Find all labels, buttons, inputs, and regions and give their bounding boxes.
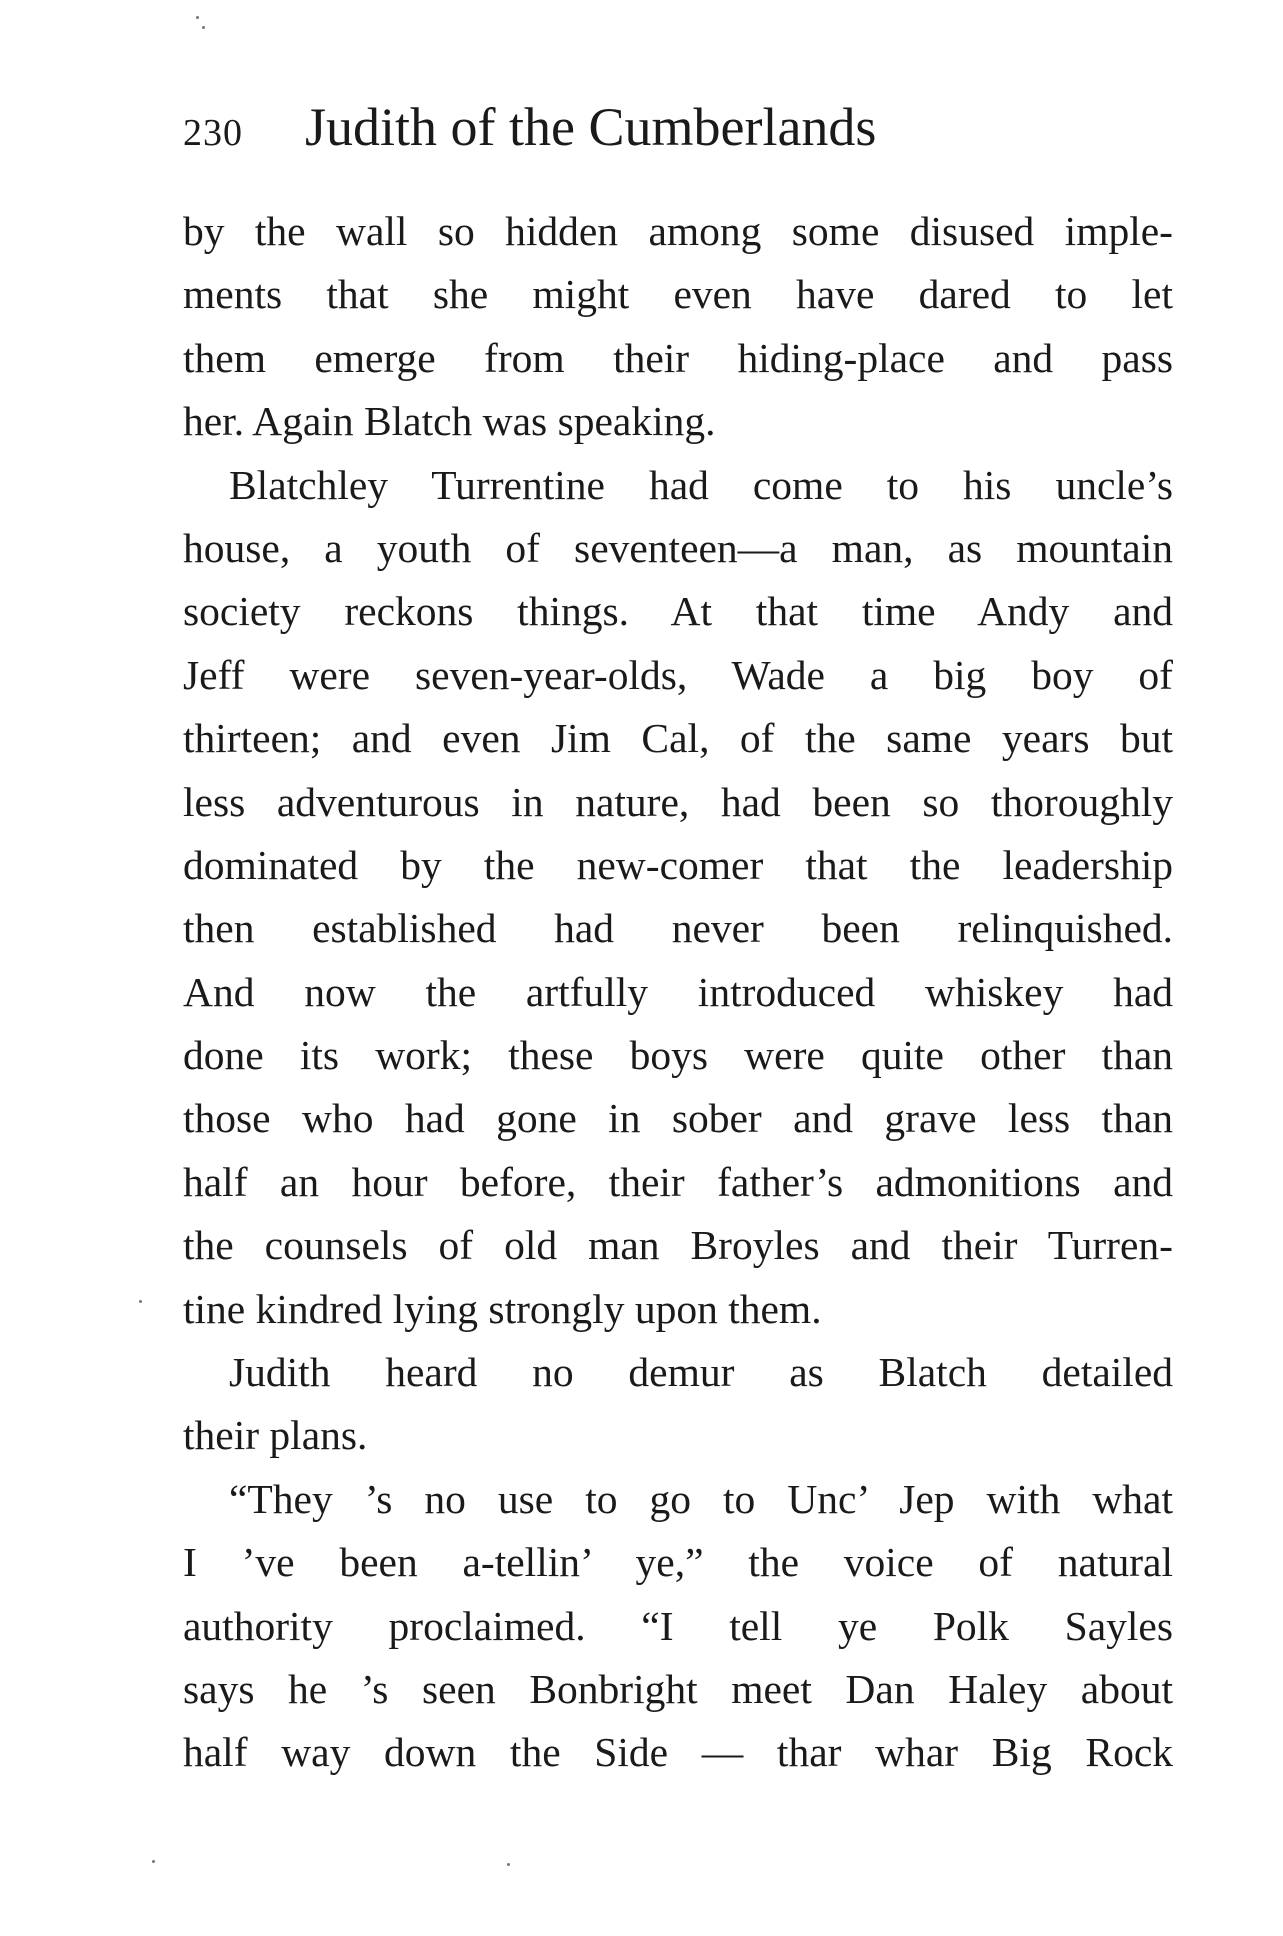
text-line: Judith heard no demur as Blatch detailed <box>229 1349 1173 1396</box>
page-header <box>183 96 1063 166</box>
text-line: done its work; these boys were quite other than <box>183 1032 1173 1079</box>
text-line: I ’ve been a-tellin’ ye,” the voice of natural <box>183 1539 1173 1586</box>
text-line: thirteen; and even Jim Cal, of the same years but <box>183 715 1173 762</box>
text-line: Blatchley Turrentine had come to his uncle’s <box>229 461 1173 508</box>
text-line: then established had never been relinquished. <box>183 905 1173 952</box>
running-title: Judith of the Cumberlands <box>305 97 877 157</box>
text-line: her. Again Blatch was speaking. <box>183 398 716 445</box>
text-line: Jeff were seven-year-olds, Wade a big boy of <box>183 651 1173 698</box>
text-line: them emerge from their hiding-place and pass <box>183 334 1173 381</box>
paragraph <box>183 1341 1173 1468</box>
text-line: those who had gone in sober and grave less than <box>183 1095 1173 1142</box>
page-number: 230 <box>183 112 243 154</box>
text-line: ments that she might even have dared to let <box>183 271 1173 318</box>
text-line: house, a youth of seventeen—a man, as mountain <box>183 524 1173 571</box>
scan-speck <box>507 1863 510 1866</box>
text-line: dominated by the new-comer that the leadership <box>183 841 1173 888</box>
text-line: half way down the Side — thar whar Big Rock <box>183 1729 1173 1776</box>
scan-speck <box>139 1300 142 1303</box>
scan-speck <box>152 1860 155 1863</box>
text-line: by the wall so hidden among some disused imple- <box>183 208 1173 254</box>
scan-speck <box>202 26 205 29</box>
paragraph <box>183 454 1173 1341</box>
paragraph <box>183 1468 1173 1785</box>
text-line: authority proclaimed. “I tell ye Polk Sayles <box>183 1602 1173 1649</box>
text-line: the counsels of old man Broyles and their Turren- <box>183 1222 1173 1269</box>
text-line: “They ’s no use to go to Unc’ Jep with what <box>229 1475 1173 1522</box>
body-text <box>183 200 1173 1785</box>
text-line: their plans. <box>183 1412 368 1459</box>
text-line: tine kindred lying strongly upon them. <box>183 1285 822 1332</box>
text-line: And now the artfully introduced whiskey had <box>183 968 1173 1015</box>
text-line: says he ’s seen Bonbright meet Dan Haley about <box>183 1665 1173 1712</box>
text-line: half an hour before, their father’s admonitions and <box>183 1158 1173 1205</box>
text-line: less adventurous in nature, had been so thoroughly <box>183 778 1173 825</box>
paragraph <box>183 200 1173 454</box>
text-line: society reckons things. At that time Andy and <box>183 588 1173 635</box>
scan-speck <box>196 16 199 19</box>
